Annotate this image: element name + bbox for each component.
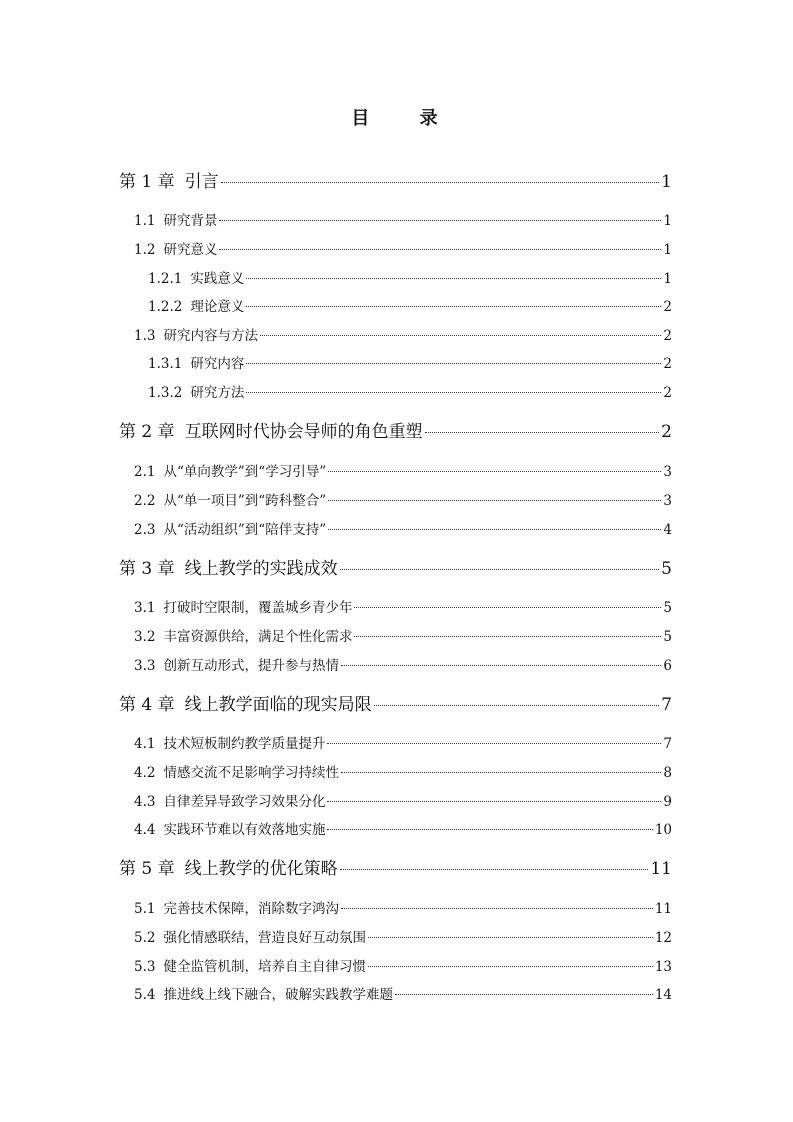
toc-leader-dots xyxy=(368,966,653,967)
toc-leader-dots xyxy=(327,801,661,802)
toc-entry-title: 研究内容与方法 xyxy=(163,327,258,344)
toc-entry-page: 9 xyxy=(663,793,672,810)
toc-entry-number: 第 5 章 xyxy=(119,859,175,879)
toc-leader-dots xyxy=(341,772,661,773)
toc-entry-title: 推进线上线下融合，破解实践教学难题 xyxy=(163,986,393,1003)
toc-entry-number: 1.1 xyxy=(134,212,156,229)
toc-leader-dots xyxy=(246,278,661,279)
toc-entry-title: 研究内容 xyxy=(190,355,245,372)
toc-leader-dots xyxy=(354,607,661,608)
toc-entry-page: 3 xyxy=(663,492,672,509)
toc-entry-level-1[interactable] xyxy=(119,690,672,715)
toc-leader-dots xyxy=(260,335,661,336)
toc-leader-dots xyxy=(374,705,660,706)
toc-entry-number: 5.3 xyxy=(134,958,156,975)
toc-entry-level-3[interactable] xyxy=(148,381,672,401)
toc-entry-number: 4.4 xyxy=(134,821,156,838)
toc-entry-level-2[interactable] xyxy=(134,983,672,1003)
toc-entry-level-2[interactable] xyxy=(134,489,672,509)
toc-leader-dots xyxy=(368,937,653,938)
toc-entry-title: 从“活动组织”到“陪伴支持” xyxy=(163,521,327,538)
toc-entry-level-2[interactable] xyxy=(134,209,672,229)
toc-entry-number: 5.4 xyxy=(134,986,156,1003)
toc-entry-level-2[interactable] xyxy=(134,897,672,917)
toc-entry-level-3[interactable] xyxy=(148,352,672,372)
toc-entry-title: 从“单向教学”到“学习引导” xyxy=(163,463,327,480)
toc-entry-page: 1 xyxy=(661,172,672,192)
toc-leader-dots xyxy=(327,829,652,830)
toc-entry-title: 研究意义 xyxy=(163,241,218,258)
toc-entry-title: 线上教学面临的现实局限 xyxy=(184,695,372,715)
toc-entry-level-2[interactable] xyxy=(134,324,672,344)
toc-entry-page: 3 xyxy=(663,463,672,480)
toc-entry-number: 2.3 xyxy=(134,521,156,538)
toc-entry-number: 4.2 xyxy=(134,764,156,781)
toc-entry-title: 线上教学的优化策略 xyxy=(184,859,338,879)
toc-entry-level-2[interactable] xyxy=(134,732,672,752)
toc-entry-page: 13 xyxy=(654,958,672,975)
toc-entry-page: 5 xyxy=(661,559,672,579)
toc-entry-title: 完善技术保障，消除数字鸿沟 xyxy=(163,900,339,917)
toc-entry-level-3[interactable] xyxy=(148,267,672,287)
toc-entry-level-2[interactable] xyxy=(134,596,672,616)
toc-leader-dots xyxy=(340,569,660,570)
toc-entry-title: 互联网时代协会导师的角色重塑 xyxy=(184,422,423,442)
toc-entry-title: 实践环节难以有效落地实施 xyxy=(163,821,326,838)
toc-entry-number: 3.1 xyxy=(134,599,156,616)
toc-leader-dots xyxy=(328,471,661,472)
toc-leader-dots xyxy=(246,363,661,364)
toc-leader-dots xyxy=(354,636,661,637)
toc-entry-level-1[interactable] xyxy=(119,417,672,442)
toc-entry-level-2[interactable] xyxy=(134,955,672,975)
toc-entry-title: 自律差异导致学习效果分化 xyxy=(163,793,326,810)
toc-entry-level-2[interactable] xyxy=(134,238,672,258)
toc-entry-page: 2 xyxy=(663,298,672,315)
toc-leader-dots xyxy=(246,392,661,393)
toc-entry-level-1[interactable] xyxy=(119,554,672,579)
toc-entry-number: 1.3 xyxy=(134,327,156,344)
toc-entry-level-2[interactable] xyxy=(134,654,672,674)
toc-entry-number: 3.3 xyxy=(134,657,156,674)
toc-leader-dots xyxy=(395,994,653,995)
toc-entry-number: 3.2 xyxy=(134,628,156,645)
toc-entry-level-2[interactable] xyxy=(134,818,672,838)
toc-leader-dots xyxy=(219,220,661,221)
toc-leader-dots xyxy=(328,529,661,530)
toc-entry-number: 1.2.1 xyxy=(148,270,183,287)
toc-entry-page: 4 xyxy=(663,521,672,538)
toc-entry-number: 第 1 章 xyxy=(119,172,175,192)
toc-entry-level-1[interactable] xyxy=(119,854,672,879)
toc-entry-page: 2 xyxy=(663,384,672,401)
toc-entry-title: 创新互动形式，提升参与热情 xyxy=(163,657,339,674)
toc-entry-title: 线上教学的实践成效 xyxy=(184,559,338,579)
toc-entry-number: 第 2 章 xyxy=(119,422,175,442)
toc-entry-title: 实践意义 xyxy=(190,270,245,287)
toc-entry-page: 7 xyxy=(661,695,672,715)
toc-entry-page: 12 xyxy=(654,929,672,946)
toc-entry-page: 5 xyxy=(663,599,672,616)
toc-entry-page: 2 xyxy=(661,422,672,442)
toc-leader-dots xyxy=(340,869,649,870)
toc-entry-number: 5.2 xyxy=(134,929,156,946)
toc-entry-title: 研究方法 xyxy=(190,384,245,401)
toc-entry-title: 丰富资源供给，满足个性化需求 xyxy=(163,628,353,645)
toc-entry-page: 8 xyxy=(663,764,672,781)
toc-entry-page: 1 xyxy=(663,270,672,287)
toc-leader-dots xyxy=(221,182,660,183)
toc-entry-level-1[interactable] xyxy=(119,167,672,192)
toc-entry-title: 研究背景 xyxy=(163,212,218,229)
toc-entry-level-2[interactable] xyxy=(134,518,672,538)
toc-entry-number: 第 4 章 xyxy=(119,695,175,715)
toc-entry-page: 2 xyxy=(663,355,672,372)
toc-entry-number: 1.3.1 xyxy=(148,355,183,372)
toc-entry-page: 1 xyxy=(663,212,672,229)
toc-entry-page: 14 xyxy=(654,986,672,1003)
toc-entry-page: 6 xyxy=(663,657,672,674)
toc-entry-page: 2 xyxy=(663,327,672,344)
toc-entry-title: 理论意义 xyxy=(190,298,245,315)
toc-entry-title: 情感交流不足影响学习持续性 xyxy=(163,764,339,781)
toc-entry-title: 从“单一项目”到“跨科整合” xyxy=(163,492,327,509)
toc-entry-title: 健全监管机制，培养自主自律习惯 xyxy=(163,958,366,975)
toc-leader-dots xyxy=(327,743,661,744)
toc-entry-page: 11 xyxy=(654,900,672,917)
toc-leader-dots xyxy=(328,500,661,501)
toc-entry-number: 5.1 xyxy=(134,900,156,917)
toc-entry-level-2[interactable] xyxy=(134,790,672,810)
toc-entry-number: 1.3.2 xyxy=(148,384,183,401)
toc-entry-page: 7 xyxy=(663,735,672,752)
toc-entry-level-2[interactable] xyxy=(134,926,672,946)
toc-entry-level-3[interactable] xyxy=(148,295,672,315)
toc-entry-number: 2.1 xyxy=(134,463,156,480)
toc-entry-page: 5 xyxy=(663,628,672,645)
toc-entry-page: 10 xyxy=(654,821,672,838)
toc-entry-title: 技术短板制约教学质量提升 xyxy=(163,735,326,752)
toc-entry-number: 1.2 xyxy=(134,241,156,258)
toc-entry-title: 打破时空限制，覆盖城乡青少年 xyxy=(163,599,353,616)
toc-leader-dots xyxy=(341,665,661,666)
toc-entry-number: 第 3 章 xyxy=(119,559,175,579)
toc-entry-page: 1 xyxy=(663,241,672,258)
toc-title: 目 录 xyxy=(351,108,460,129)
toc-leader-dots xyxy=(219,249,661,250)
toc-entry-number: 1.2.2 xyxy=(148,298,183,315)
toc-leader-dots xyxy=(425,432,660,433)
toc-entry-level-2[interactable] xyxy=(134,761,672,781)
toc-entry-number: 4.1 xyxy=(134,735,156,752)
toc-entry-title: 引言 xyxy=(184,172,219,192)
toc-leader-dots xyxy=(341,908,653,909)
toc-entry-level-2[interactable] xyxy=(134,625,672,645)
toc-entry-page: 11 xyxy=(650,859,672,879)
toc-entry-number: 4.3 xyxy=(134,793,156,810)
toc-entry-number: 2.2 xyxy=(134,492,156,509)
toc-leader-dots xyxy=(246,306,661,307)
toc-entry-title: 强化情感联结，营造良好互动氛围 xyxy=(163,929,366,946)
toc-entry-level-2[interactable] xyxy=(134,460,672,480)
